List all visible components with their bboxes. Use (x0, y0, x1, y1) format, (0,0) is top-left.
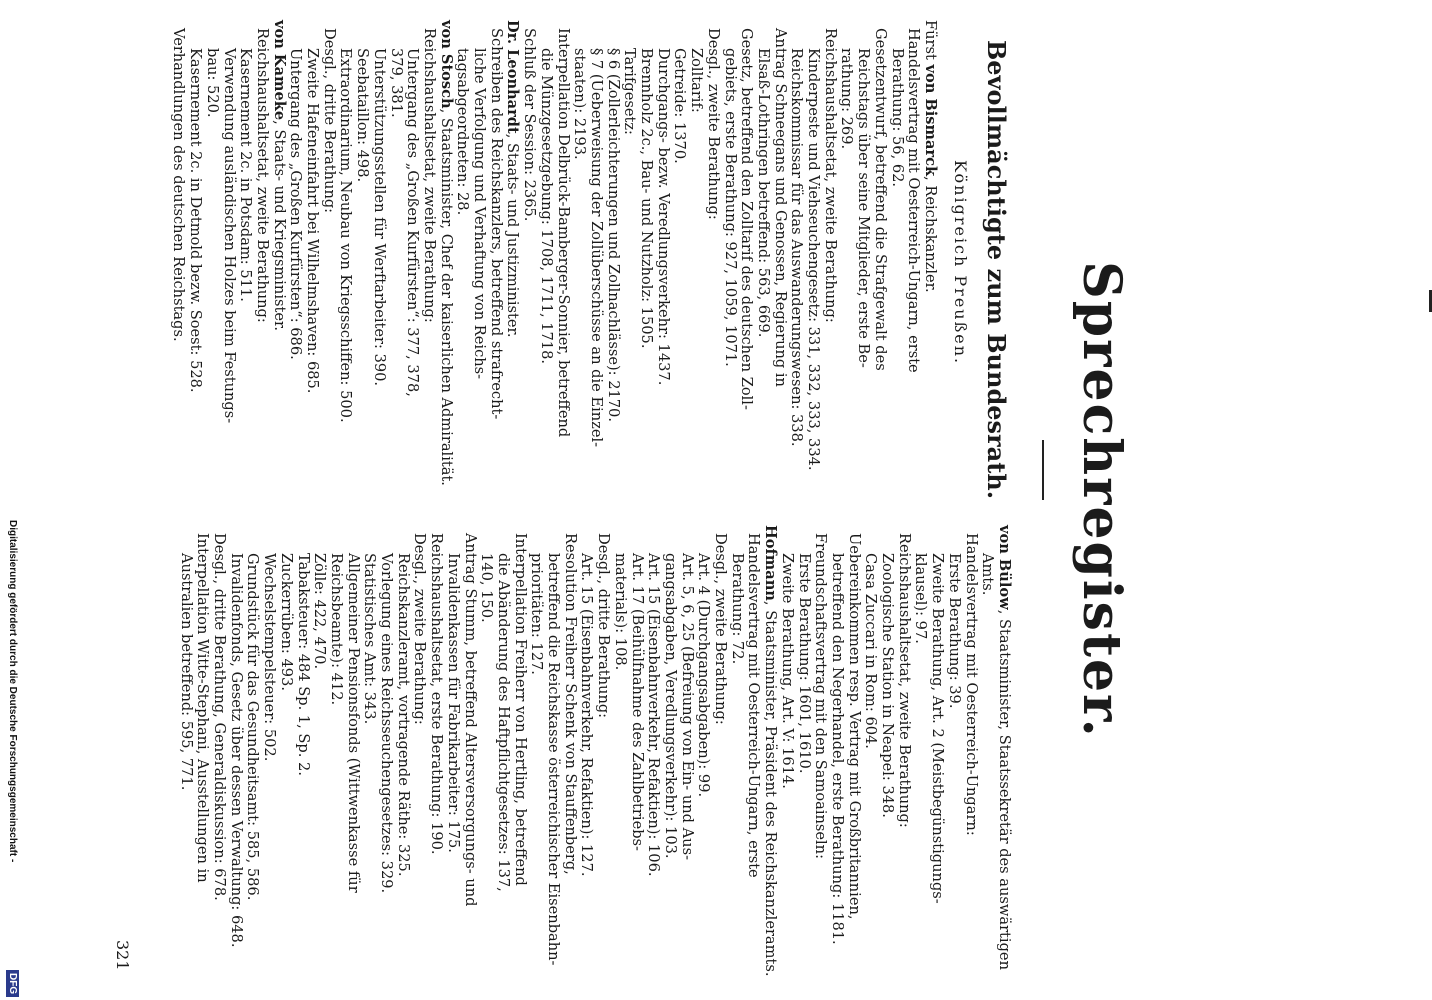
right_column-line: Hofmann, Staatsminister, Präsident des Reichskanzleramts. (762, 525, 780, 977)
left_column-line: Verhandlungen des deutschen Reichstags. (170, 28, 188, 342)
right_column-line: Zweite Berathung, Art. V: 1614. (778, 553, 796, 789)
right_column-line: Berathung: 72. (728, 553, 746, 665)
left_column-line: Antrag Schneegans und Genossen, Regierung in (771, 28, 789, 387)
left_column-line: gebiets, erste Berathung: 927, 1059, 1071. (721, 48, 739, 367)
right_column-line: Invalidenkassen für Fabrikarbeiter: 175. (444, 553, 462, 853)
left_column-line: § 7 (Ueberweisung der Zollüberschüsse an die Einzel- (588, 48, 605, 448)
right_column-line: Antrag Stumm, betreffend Altersversorgungs- und (461, 533, 479, 907)
left_column-line: Gesetzentwurf, betreffend die Strafgewalt des (871, 28, 889, 371)
right_column-line: Statistisches Amt: 343. (361, 553, 379, 725)
left_column-line: die Münzgesetzgebung: 1708, 1711, 1718. (537, 48, 555, 365)
right_column-line: Desgl., dritte Berathung, Generaldiskussion: 678. (211, 533, 229, 901)
left_column-line: von Kameke, Staats- und Kriegsminister. (270, 20, 288, 332)
left_column-line: Kasernement 2c. in Detmold bezw. Soest: 528. (187, 48, 205, 393)
left_column-line: Brennholz 2c., Bau- und Nutzholz: 1505. (638, 48, 656, 349)
left_column-line: liche Verfolgung und Verhaftung von Reichs- (471, 48, 489, 380)
right_column-line: prioritäten: 127. (528, 553, 546, 675)
right_column-line: Casa Zuccari in Rom: 604. (862, 553, 880, 749)
left_column-line: Schreiben des Reichskanzlers, betreffend strafrecht- (487, 28, 505, 420)
right_column-line: Vorlegung eines Reichsseuchengesetzes: 329. (378, 553, 396, 894)
left_column-line: Fürst von Bismarck, Reichskanzler. (922, 20, 939, 293)
left_column-line: Reichshaushaltsetat, zweite Berathung: (254, 28, 271, 323)
left_column-line: Getreide: 1370. (671, 48, 689, 164)
title-rule (1042, 440, 1044, 500)
left_column-line: Unterstützungsstellen für Werftarbeiter: 390. (370, 48, 388, 387)
right_column-line: Handelsvertrag mit Oesterreich-Ungarn, erste (745, 533, 763, 878)
left_column-line: Kasernement 2c. in Potsdam: 511. (237, 48, 255, 302)
right_column-line: Desgl., dritte Berathung: (595, 533, 613, 719)
left_column-line: rathung: 269. (838, 48, 856, 150)
right_column-line: Grundstück für das Gesundheitsamt: 585, 586. (244, 553, 262, 901)
right_column-line: Art. 15 (Eisenbahnverkehr, Refaktien): 106. (645, 553, 663, 877)
left-column-heading: Bevollmächtigte zum Bundesrath. (982, 40, 1011, 500)
right_column-line: Reichshaushaltsetat, erste Berathung: 190. (428, 533, 446, 855)
right_column-line: Invalidenfonds, Gesetz über dessen Verwaltung: 648. (227, 553, 245, 948)
right_column-line: Zoologische Station in Neapel: 348. (879, 553, 897, 818)
right_column-line: Interpellation Freiherr von Hertling, betreffend (511, 533, 529, 886)
left_column-line: Interpellation Delbrück-Bamberger-Sonnier, betreffend (554, 28, 572, 438)
left_column-line: Extraordinarium, Neubau von Kriegsschiffen: 500. (337, 48, 355, 423)
left_column-line: Handelsvertrag mit Oesterreich-Ungarn, erste (905, 28, 923, 373)
left_column-line: bau: 520. (203, 48, 221, 118)
left_column-line: Verwendung ausländischen Holzes beim Festungs- (220, 48, 238, 424)
right_column-line: von Bülow, Staatsminister, Staatssekretär des auswärtigen (996, 525, 1013, 970)
left_column-line: Dr. Leonhardt, Staats- und Justizminister. (504, 20, 522, 338)
binding-mark (1422, 290, 1432, 312)
right_column-line: Desgl., zweite Berathung: (712, 533, 730, 725)
right_column-line: Zuckerrüben: 493. (277, 553, 295, 691)
right_column-line: gangsabgaben, Veredlungsverkehr): 103. (662, 553, 679, 859)
left_column-line: Berathung: 56, 62. (888, 48, 906, 188)
right_column-line: Australien betreffend: 595, 771. (177, 553, 195, 791)
left_column-line: § 6 (Zollerleichterungen und Zollnachlässe): 2170. (604, 48, 622, 422)
left_column-line: Reichshaushaltsetat, zweite Berathung: (421, 28, 438, 323)
right_column-line: betreffend die Reichskasse österreichischer Eisenbahn- (545, 553, 563, 966)
right_column-line: Wechselstempelsteuer: 502. (261, 553, 279, 762)
right_column-line: Art. 17 (Beihülfnahme des Zahlbetriebs- (628, 553, 646, 851)
left_column-line: Reichskommissar für das Auswanderungswesen: 338. (788, 48, 806, 447)
right_column-line: Zweite Berathung, Art. 2 (Meistbegünstigungs- (929, 553, 947, 904)
left_column-line: von Stosch, Staatsminister, Chef der kaiserlichen Admiralität. (437, 20, 455, 486)
left_column-line: Seebataillon: 498. (354, 48, 372, 183)
right_column-line: Uebereinkommen resp. Vertrag mit Großbritannien, (845, 533, 863, 920)
right_column-line: Reichshaushaltsetat, zweite Berathung: (895, 533, 913, 828)
left_column-line: Reichstags über seine Mitglieder, erste Be- (855, 48, 873, 368)
dfg-logo: DFG (6, 970, 19, 997)
left_column-line: 379, 381. (387, 48, 405, 118)
right_column-line: Amts. (979, 553, 997, 596)
right_column-line: Art. 15 (Eisenbahnverkehr, Refaktien): 127. (578, 553, 596, 877)
right_column-line: Interpellation Witte-Stephani, Ausstellungen in (194, 533, 212, 883)
left_column-line: Untergang des „Großen Kurfürsten“: 377, 378, (404, 48, 422, 397)
page-number: 321 (113, 940, 132, 971)
right_column-line: Reichskanzleramt, vortragende Räthe: 325. (394, 553, 412, 877)
left_column-line: Desgl., zweite Berathung: (704, 28, 722, 220)
right_column-line: 140, 150. (478, 553, 496, 623)
left_column-line: Schluß der Session: 2365. (521, 28, 539, 222)
right_column-line: Art. 4 (Durchgangsabgaben): 99. (695, 553, 713, 798)
right_column-line: Handelsvertrag mit Oesterreich-Ungarn: (962, 533, 980, 836)
right_column-line: Desgl., zweite Berathung: (411, 533, 429, 725)
left_column-line: tagsabgeordneten: 28. (454, 48, 472, 216)
right_column-line: Zölle: 422, 470. (311, 553, 329, 670)
register-title: Sprechregister. (1071, 261, 1132, 739)
left_column-line: Zweite Hafeneinfahrt bei Wilhelmshaven: 685. (304, 48, 322, 394)
left_column-line: Elsaß-Lothringen betreffend: 563, 669. (755, 48, 772, 338)
left_column-line: Tarifgesetz: (621, 48, 639, 135)
right_column-line: Reichsbeamte): 412. (328, 553, 345, 706)
right_column-line: Erste Berathung: 1601, 1610. (795, 553, 813, 774)
left_column-line: Desgl., dritte Berathung: (320, 28, 338, 214)
right_column-line: Art. 5, 6, 25 (Befreiung von Ein- und Aus- (678, 553, 696, 861)
right_column-line: Allgemeiner Pensionsfonds (Wittwenkasse für (344, 553, 362, 893)
right_column-line: Erste Berathung: 39. (945, 553, 963, 709)
left_column-line: Untergang des „Großen Kurfürsten“: 686. (287, 48, 305, 360)
left_column-line: Reichshaushaltsetat, zweite Berathung: (821, 28, 839, 323)
right_column-line: Resolution Freiherr Schenk von Stauffenberg, (561, 533, 579, 875)
left_column-line: Durchgangs- bezw. Veredlungsverkehr: 1437. (654, 48, 672, 386)
left_column-line: Gesetz, betreffend den Zolltarif des deutschen Zoll- (738, 28, 756, 410)
right_column-line: klausel): 97. (912, 553, 930, 644)
left_column-line: Zolltarif: (688, 48, 706, 113)
right_column-line: die Abänderung des Haftpflichtgesetzes: 137, (495, 553, 512, 892)
right_column-line: materials): 108. (611, 553, 629, 671)
right_column-line: Freundschaftsvertrag mit den Samoainseln: (812, 533, 830, 860)
left_column-line: staaten): 2193. (571, 48, 589, 160)
digitization-note: Digitalisierung gefördert durch die Deutsche Forschungsgemeinschaft - (7, 520, 18, 863)
left_column-line: Kinderpeste und Viehseuchengesetz: 331, 332, 333, 334. (805, 48, 823, 471)
right_column-line: Tabaksteuer: 484 Sp. 1, Sp. 2. (294, 553, 312, 776)
right_column-line: betreffend den Negerhandel, erste Berathung: 1181. (829, 553, 846, 945)
left-column-subheading: Königreich Preußen. (951, 160, 970, 366)
